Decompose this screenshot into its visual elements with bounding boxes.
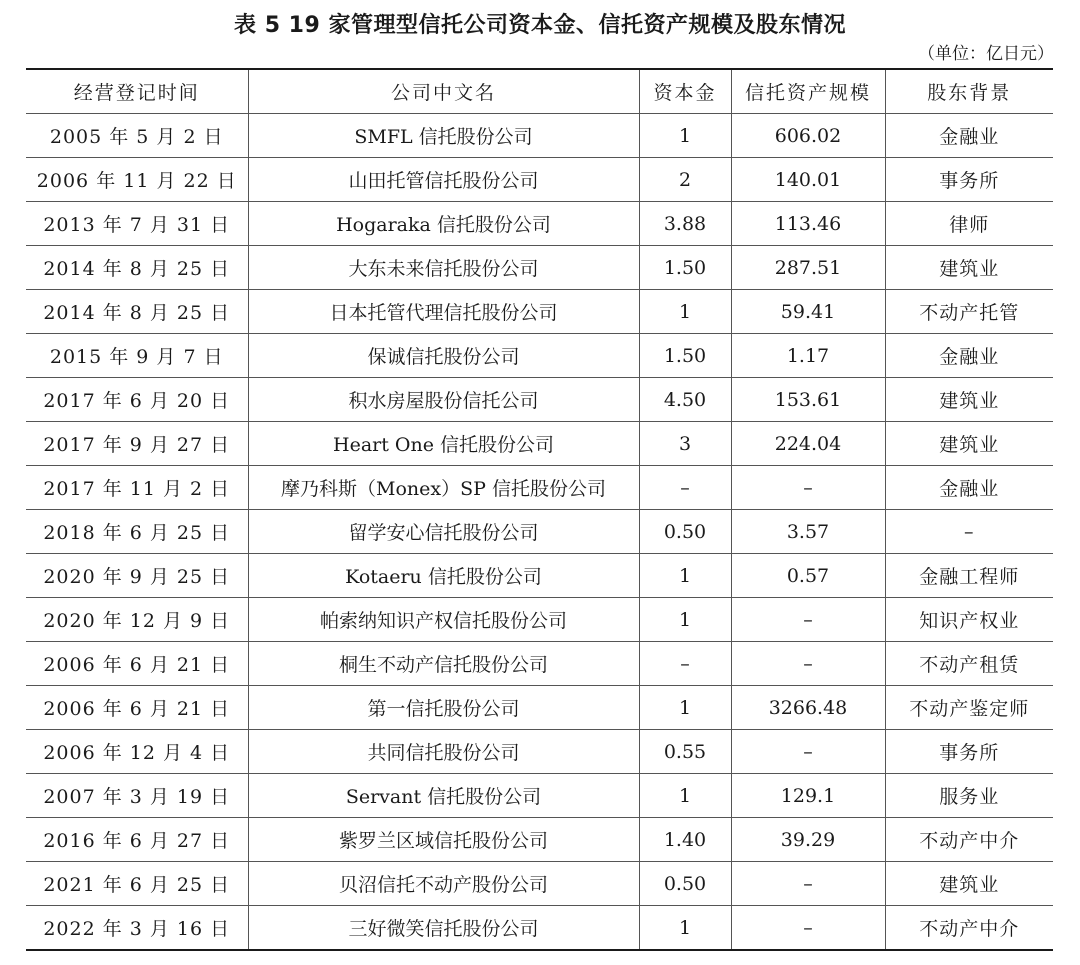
table-title: 表 5 19 家管理型信托公司资本金、信托资产规模及股东情况: [234, 13, 846, 38]
cell-registration-date: 2017 年 6 月 20 日: [26, 378, 248, 422]
cell-registration-date: 2015 年 9 月 7 日: [26, 334, 248, 378]
cell-company-name: 第一信托股份公司: [248, 686, 639, 730]
cell-capital: 2: [639, 158, 731, 202]
table-body: [26, 114, 1053, 951]
cell-trust-assets: 224.04: [731, 422, 885, 466]
table-row: [26, 114, 1053, 158]
cell-company-name: Hogaraka 信托股份公司: [248, 202, 639, 246]
cell-registration-date: 2005 年 5 月 2 日: [26, 114, 248, 158]
cell-capital: 1: [639, 598, 731, 642]
cell-trust-assets: 606.02: [731, 114, 885, 158]
cell-trust-assets: 1.17: [731, 334, 885, 378]
cell-company-name: Heart One 信托股份公司: [248, 422, 639, 466]
cell-trust-assets: 140.01: [731, 158, 885, 202]
cell-company-name: SMFL 信托股份公司: [248, 114, 639, 158]
cell-registration-date: 2016 年 6 月 27 日: [26, 818, 248, 862]
cell-registration-date: 2014 年 8 月 25 日: [26, 246, 248, 290]
cell-registration-date: 2017 年 9 月 27 日: [26, 422, 248, 466]
cell-capital: 0.50: [639, 862, 731, 906]
table-row: [26, 862, 1053, 906]
table-row: [26, 730, 1053, 774]
cell-company-name: Servant 信托股份公司: [248, 774, 639, 818]
table-row: [26, 686, 1053, 730]
cell-capital: 4.50: [639, 378, 731, 422]
table-row: [26, 466, 1053, 510]
cell-shareholder-background: 金融业: [885, 466, 1053, 510]
cell-registration-date: 2021 年 6 月 25 日: [26, 862, 248, 906]
header-trust-assets: 信托资产规模: [731, 69, 885, 114]
cell-company-name: 贝沼信托不动产股份公司: [248, 862, 639, 906]
cell-shareholder-background: 不动产托管: [885, 290, 1053, 334]
cell-shareholder-background: 不动产鉴定师: [885, 686, 1053, 730]
table-row: [26, 774, 1053, 818]
cell-shareholder-background: 知识产权业: [885, 598, 1053, 642]
cell-trust-assets: 39.29: [731, 818, 885, 862]
cell-shareholder-background: 金融业: [885, 334, 1053, 378]
header-company-name: 公司中文名: [248, 69, 639, 114]
cell-capital: 1.50: [639, 246, 731, 290]
cell-trust-assets: –: [731, 598, 885, 642]
table-row: [26, 334, 1053, 378]
cell-capital: 3.88: [639, 202, 731, 246]
cell-capital: 1: [639, 686, 731, 730]
cell-shareholder-background: 金融工程师: [885, 554, 1053, 598]
cell-company-name: 日本托管代理信托股份公司: [248, 290, 639, 334]
cell-company-name: 保诚信托股份公司: [248, 334, 639, 378]
cell-registration-date: 2017 年 11 月 2 日: [26, 466, 248, 510]
table-row: [26, 818, 1053, 862]
cell-company-name: 三好微笑信托股份公司: [248, 906, 639, 951]
table-row: [26, 422, 1053, 466]
cell-capital: 1: [639, 114, 731, 158]
header-capital: 资本金: [639, 69, 731, 114]
cell-company-name: 摩乃科斯（Monex）SP 信托股份公司: [248, 466, 639, 510]
trust-company-table: [26, 68, 1053, 951]
cell-company-name: 帕索纳知识产权信托股份公司: [248, 598, 639, 642]
cell-shareholder-background: 不动产中介: [885, 906, 1053, 951]
cell-trust-assets: 287.51: [731, 246, 885, 290]
cell-trust-assets: –: [731, 642, 885, 686]
cell-company-name: 积水房屋股份信托公司: [248, 378, 639, 422]
cell-registration-date: 2020 年 9 月 25 日: [26, 554, 248, 598]
cell-registration-date: 2006 年 11 月 22 日: [26, 158, 248, 202]
cell-company-name: 桐生不动产信托股份公司: [248, 642, 639, 686]
table-row: [26, 378, 1053, 422]
cell-shareholder-background: 不动产租赁: [885, 642, 1053, 686]
cell-registration-date: 2020 年 12 月 9 日: [26, 598, 248, 642]
cell-trust-assets: 3266.48: [731, 686, 885, 730]
cell-registration-date: 2006 年 6 月 21 日: [26, 642, 248, 686]
cell-registration-date: 2014 年 8 月 25 日: [26, 290, 248, 334]
table-row: [26, 598, 1053, 642]
cell-trust-assets: 0.57: [731, 554, 885, 598]
cell-capital: 1.50: [639, 334, 731, 378]
table-row: [26, 246, 1053, 290]
cell-shareholder-background: 金融业: [885, 114, 1053, 158]
cell-company-name: 共同信托股份公司: [248, 730, 639, 774]
header-shareholder-background: 股东背景: [885, 69, 1053, 114]
table-row: [26, 510, 1053, 554]
cell-registration-date: 2018 年 6 月 25 日: [26, 510, 248, 554]
cell-registration-date: 2022 年 3 月 16 日: [26, 906, 248, 951]
table-row: [26, 642, 1053, 686]
cell-capital: 1.40: [639, 818, 731, 862]
cell-shareholder-background: –: [885, 510, 1053, 554]
cell-shareholder-background: 建筑业: [885, 378, 1053, 422]
cell-capital: –: [639, 642, 731, 686]
cell-capital: 1: [639, 906, 731, 951]
cell-capital: 0.55: [639, 730, 731, 774]
cell-capital: 1: [639, 290, 731, 334]
cell-company-name: Kotaeru 信托股份公司: [248, 554, 639, 598]
cell-trust-assets: 59.41: [731, 290, 885, 334]
cell-shareholder-background: 建筑业: [885, 422, 1053, 466]
table-row: [26, 906, 1053, 951]
cell-shareholder-background: 建筑业: [885, 862, 1053, 906]
unit-note: （单位：亿日元）: [918, 44, 1054, 64]
cell-registration-date: 2007 年 3 月 19 日: [26, 774, 248, 818]
cell-trust-assets: –: [731, 906, 885, 951]
table-row: [26, 554, 1053, 598]
cell-company-name: 山田托管信托股份公司: [248, 158, 639, 202]
cell-trust-assets: 129.1: [731, 774, 885, 818]
table-row: [26, 158, 1053, 202]
cell-shareholder-background: 建筑业: [885, 246, 1053, 290]
cell-capital: 0.50: [639, 510, 731, 554]
cell-shareholder-background: 律师: [885, 202, 1053, 246]
cell-registration-date: 2013 年 7 月 31 日: [26, 202, 248, 246]
cell-shareholder-background: 事务所: [885, 730, 1053, 774]
cell-capital: 1: [639, 554, 731, 598]
cell-registration-date: 2006 年 6 月 21 日: [26, 686, 248, 730]
cell-trust-assets: 3.57: [731, 510, 885, 554]
cell-capital: 3: [639, 422, 731, 466]
cell-trust-assets: –: [731, 730, 885, 774]
cell-trust-assets: –: [731, 466, 885, 510]
table-row: [26, 290, 1053, 334]
header-registration-date: 经营登记时间: [26, 69, 248, 114]
cell-company-name: 紫罗兰区域信托股份公司: [248, 818, 639, 862]
header-row: [26, 69, 1053, 114]
cell-registration-date: 2006 年 12 月 4 日: [26, 730, 248, 774]
cell-shareholder-background: 不动产中介: [885, 818, 1053, 862]
cell-shareholder-background: 事务所: [885, 158, 1053, 202]
cell-company-name: 留学安心信托股份公司: [248, 510, 639, 554]
cell-trust-assets: 113.46: [731, 202, 885, 246]
cell-trust-assets: –: [731, 862, 885, 906]
cell-capital: 1: [639, 774, 731, 818]
table-row: [26, 202, 1053, 246]
cell-trust-assets: 153.61: [731, 378, 885, 422]
cell-capital: –: [639, 466, 731, 510]
cell-company-name: 大东未来信托股份公司: [248, 246, 639, 290]
cell-shareholder-background: 服务业: [885, 774, 1053, 818]
